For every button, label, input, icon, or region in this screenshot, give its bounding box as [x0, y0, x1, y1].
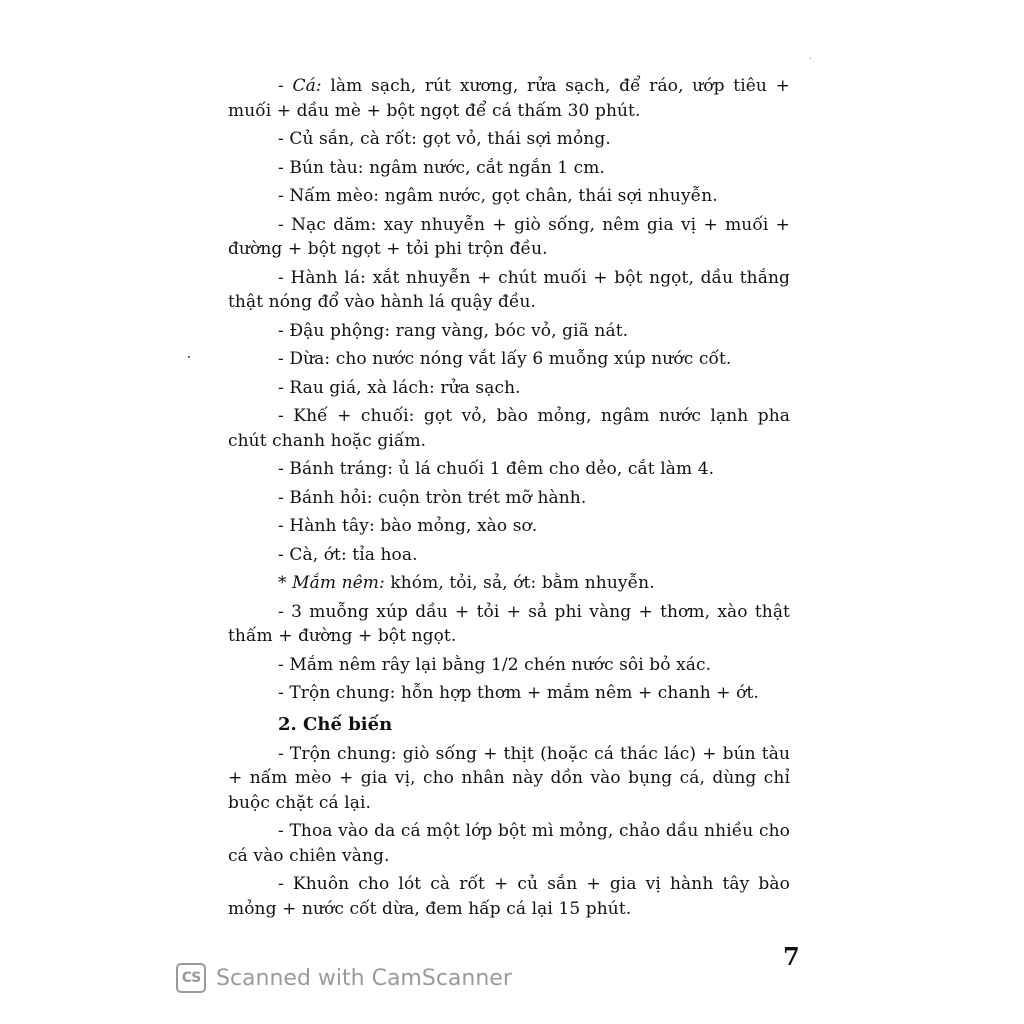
- paragraph-cassava-carrot: - Củ sắn, cà rốt: gọt vỏ, thái sợi mỏng.: [278, 129, 611, 149]
- paragraph-scallion: - Hành lá: xắt nhuyễn + chút muối + bột ngọt, dầu thắng thật nóng đổ vào hành lá quậy đều.: [228, 267, 790, 312]
- paragraph-pork-shoulder: - Nạc dăm: xay nhuyễn + giò sống, nêm gia vị + muối + đường + bột ngọt + tỏi phi trộn đều.: [228, 214, 790, 259]
- paragraph-starfruit-banana: - Khế + chuối: gọt vỏ, bào mỏng, ngâm nước lạnh pha chút chanh hoặc giấm.: [228, 406, 790, 451]
- scan-speck: [810, 58, 811, 59]
- paragraph-fish: [228, 74, 790, 123]
- camscanner-logo-icon: CS: [176, 963, 206, 993]
- paragraph-text: làm sạch, rút xương, rửa sạch, để ráo, ướp tiêu + muối + dầu mè + bột ngọt để cá thấm 30 phút.: [228, 76, 790, 121]
- paragraph-mam-nem: [228, 571, 790, 596]
- paragraph-bean-sprouts-lettuce: - Rau giá, xà lách: rửa sạch.: [278, 377, 521, 398]
- paragraph-frying: - Thoa vào da cá một lớp bột mì mỏng, chảo dầu nhiều cho cá vào chiên vàng.: [228, 821, 790, 866]
- paragraph-rice-paper: - Bánh tráng: ủ lá chuối 1 đêm cho dẻo, cắt làm 4.: [278, 459, 715, 479]
- section-heading: 2. Chế biến: [278, 713, 393, 735]
- paragraph-oil-garlic: - 3 muỗng xúp dầu + tỏi + sả phi vàng + thơm, xào thật thấm + đường + bột ngọt.: [228, 601, 790, 646]
- paragraph-coconut: - Dừa: cho nước nóng vắt lấy 6 muỗng xúp nước cốt.: [278, 349, 732, 369]
- scan-speck: [188, 356, 190, 358]
- document-body: [228, 74, 790, 925]
- page-number: 7: [783, 942, 800, 971]
- camscanner-watermark: [176, 963, 512, 993]
- paragraph-lead: * Mắm nêm:: [278, 573, 385, 593]
- paragraph-glass-noodles: - Bún tàu: ngâm nước, cắt ngắn 1 cm.: [278, 157, 606, 178]
- paragraph-banh-hoi: - Bánh hỏi: cuộn tròn trét mỡ hành.: [278, 487, 587, 508]
- paragraph-onion: - Hành tây: bào mỏng, xào sơ.: [278, 516, 538, 536]
- paragraph-mix-sauce: - Trộn chung: hỗn hợp thơm + mắm nêm + chanh + ớt.: [278, 683, 759, 703]
- paragraph-wood-ear: - Nấm mèo: ngâm nước, gọt chân, thái sợi nhuyễn.: [278, 186, 718, 206]
- paragraph-peanuts: - Đậu phộng: rang vàng, bóc vỏ, giã nát.: [278, 320, 629, 341]
- paragraph-tomato-chili: - Cà, ớt: tỉa hoa.: [278, 544, 418, 565]
- paragraph-steaming: - Khuôn cho lót cà rốt + củ sắn + gia vị hành tây bào mỏng + nước cốt dừa, đem hấp cá lại 15 phút.: [228, 874, 790, 919]
- paragraph-stuffing: - Trộn chung: giò sống + thịt (hoặc cá thác lác) + bún tàu + nấm mèo + gia vị, cho nhân này dồn vào bụng cá, dùng chỉ buộc chặt cá lại.: [228, 743, 790, 813]
- watermark-text: Scanned with CamScanner: [216, 965, 512, 991]
- paragraph-lead: - Cá:: [278, 76, 322, 96]
- paragraph-strain-mam-nem: - Mắm nêm rây lại bằng 1/2 chén nước sôi bỏ xác.: [278, 654, 712, 675]
- paragraph-text: khóm, tỏi, sả, ớt: bằm nhuyễn.: [384, 573, 655, 593]
